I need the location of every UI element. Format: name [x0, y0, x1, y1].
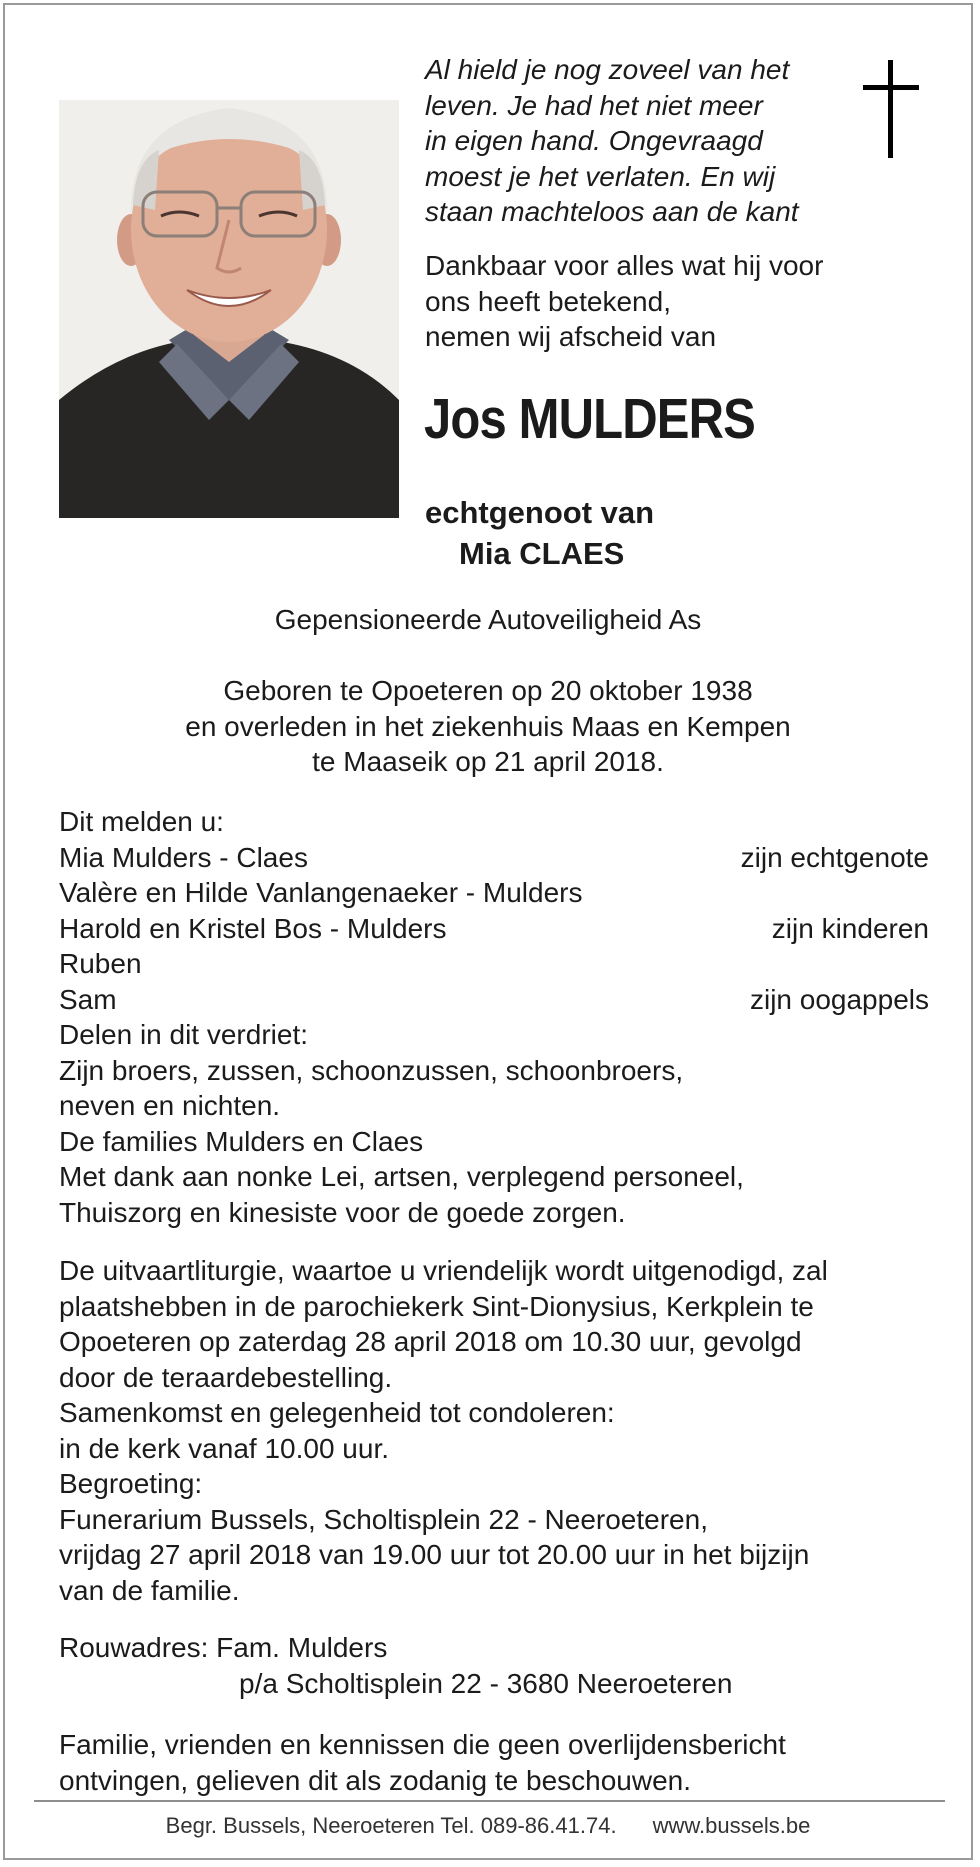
- thanks-text: [425, 248, 885, 355]
- poem-line: leven. Je had het niet meer: [425, 89, 763, 121]
- thanks-line: nemen wij afscheid van: [425, 321, 717, 352]
- spouse-name: Mia CLAES: [459, 536, 625, 571]
- profession: Gepensioneerde Autoveiligheid As: [274, 604, 702, 635]
- announcement-line: Thuiszorg en kinesiste voor de goede zorgen.: [59, 1196, 626, 1228]
- address-line: Rouwadres: Fam. Mulders: [59, 1632, 388, 1663]
- portrait-photo-icon: [59, 100, 399, 518]
- announcement-line: Zijn broers, zussen, schoonzussen, schoonbroers,: [59, 1054, 684, 1086]
- announcement-line: De families Mulders en Claes: [59, 1125, 424, 1157]
- family-row: [59, 875, 929, 911]
- spouse-title: echtgenoot van: [425, 495, 655, 530]
- ceremony-line: Funerarium Bussels, Scholtisplein 22 - Neeroeteren,: [59, 1503, 708, 1535]
- family-member-name: Harold en Kristel Bos - Mulders: [59, 912, 447, 944]
- ceremony-line: Samenkomst en gelegenheid tot condoleren:: [59, 1397, 615, 1428]
- ceremony-line: Begroeting:: [59, 1468, 203, 1499]
- family-row: [59, 946, 929, 982]
- undertaker-info: Begr. Bussels, Neeroeteren Tel. 089-86.41.74.: [165, 1813, 617, 1838]
- ceremony-line: in de kerk vanaf 10.00 uur.: [59, 1432, 389, 1464]
- closing-line: Familie, vrienden en kennissen die geen overlijdensbericht: [59, 1729, 786, 1760]
- poem-line: Al hield je nog zoveel van het: [425, 54, 790, 85]
- family-relation: zijn kinderen: [771, 912, 929, 944]
- birth-death-line: Geboren te Opoeteren op 20 oktober 1938: [223, 675, 753, 706]
- latin-cross-icon: [863, 60, 919, 165]
- closing-note: [59, 1727, 929, 1798]
- family-member-name: Sam: [59, 983, 117, 1015]
- ceremony-line: Opoeteren op zaterdag 28 april 2018 om 10.30 uur, gevolgd: [59, 1326, 802, 1357]
- family-row: [59, 840, 929, 876]
- deceased-name: Jos MULDERS: [424, 387, 756, 451]
- footer-divider: [34, 1800, 945, 1802]
- family-relation: zijn echtgenote: [740, 841, 929, 873]
- poem-line: moest je het verlaten. En wij: [425, 160, 776, 192]
- announcement-line: Delen in dit verdriet:: [59, 1019, 309, 1050]
- thanks-line: ons heeft betekend,: [425, 285, 671, 317]
- poem-line: staan machteloos aan de kant: [425, 196, 799, 227]
- announcement-intro: Dit melden u:: [59, 806, 224, 837]
- birth-death-info: [0, 673, 976, 780]
- ceremony-details: [59, 1253, 929, 1608]
- ceremony-line: plaatshebben in de parochiekerk Sint-Dionysius, Kerkplein te: [59, 1290, 814, 1322]
- thanks-line: Dankbaar voor alles wat hij voor: [425, 250, 824, 281]
- family-row: [59, 982, 929, 1018]
- family-member-name: Valère en Hilde Vanlangenaeker - Mulders: [59, 877, 583, 908]
- closing-line: ontvingen, gelieven dit als zodanig te beschouwen.: [59, 1764, 691, 1796]
- birth-death-line: en overleden in het ziekenhuis Maas en Kempen: [185, 710, 791, 742]
- footer: [0, 1811, 976, 1841]
- poem-line: in eigen hand. Ongevraagd: [425, 125, 763, 156]
- family-member-name: Mia Mulders - Claes: [59, 841, 308, 873]
- announcement-line: neven en nichten.: [59, 1090, 281, 1121]
- birth-death-line: te Maaseik op 21 april 2018.: [312, 746, 664, 777]
- ceremony-line: vrijdag 27 april 2018 van 19.00 uur tot 20.00 uur in het bijzijn: [59, 1539, 810, 1570]
- announcement-line: Met dank aan nonke Lei, artsen, verplegend personeel,: [59, 1161, 744, 1192]
- family-announcement: [59, 804, 929, 1230]
- ceremony-line: De uitvaartliturgie, waartoe u vriendelijk wordt uitgenodigd, zal: [59, 1255, 828, 1286]
- ceremony-line: door de teraardebestelling.: [59, 1361, 393, 1393]
- portrait-photo: [59, 100, 399, 518]
- poem-text: [425, 52, 885, 230]
- family-row: [59, 911, 929, 947]
- family-relation: zijn oogappels: [749, 983, 929, 1015]
- ceremony-line: van de familie.: [59, 1574, 240, 1606]
- family-member-name: Ruben: [59, 948, 142, 979]
- website-link[interactable]: www.bussels.be: [652, 1813, 811, 1838]
- address-line: p/a Scholtisplein 22 - 3680 Neeroeteren: [239, 1667, 733, 1699]
- mourning-address: [59, 1630, 929, 1701]
